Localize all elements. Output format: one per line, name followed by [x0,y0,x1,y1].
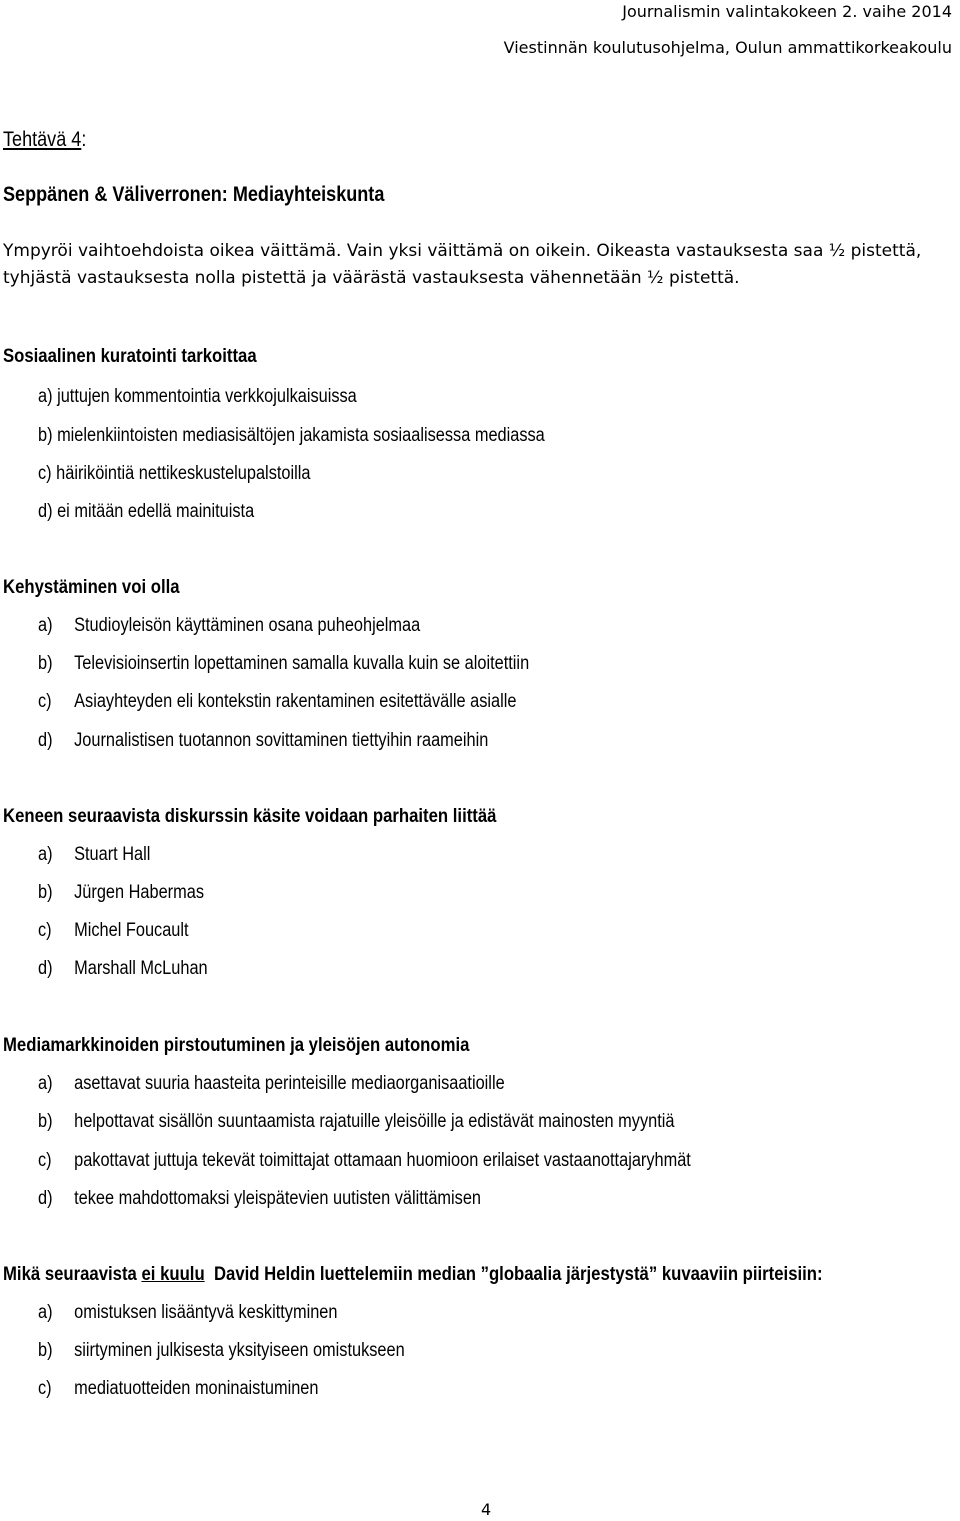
question-2-option-c [38,691,516,713]
option-label: b) [38,1340,53,1361]
question-5-text-before: Mikä seuraavista [3,1264,142,1285]
question-5-text-underlined: ei kuulu [141,1264,205,1285]
option-text: helpottavat sisällön suuntaamista rajatuille yleisöille ja edistävät mainosten myyntiä [74,1111,675,1132]
task-title [3,128,86,152]
task-subject: Seppänen & Väliverronen: Mediayhteiskunta [3,183,385,206]
question-2-option-d [38,730,488,752]
task-title-text: Tehtävä 4 [3,128,82,151]
question-2-option-a [38,615,420,637]
option-text: Marshall McLuhan [74,958,208,979]
option-label: a) [38,615,53,636]
question-1-option-b: b) mielenkiintoisten mediasisältöjen jakamista sosiaalisessa mediassa [38,425,545,446]
question-1-text: Sosiaalinen kuratointi tarkoittaa [3,346,257,367]
option-text: omistuksen lisääntyvä keskittyminen [74,1302,338,1323]
question-4-option-a [38,1073,505,1095]
question-4-option-b [38,1111,674,1133]
option-text: Studioyleisön käyttäminen osana puheohjelmaa [74,615,421,636]
question-5-text-after: David Heldin luettelemiin median ”globaalia järjestystä” kuvaaviin piirteisiin: [204,1264,823,1285]
question-1-option-c: c) häiriköintiä nettikeskustelupalstoilla [38,463,311,484]
option-text: asettavat suuria haasteita perinteisille mediaorganisaatioille [74,1073,505,1094]
task-title-colon: : [81,128,87,151]
option-label: c) [38,1378,52,1399]
option-label: a) [38,844,53,865]
question-3-option-d [38,958,208,980]
option-label: c) [38,691,52,712]
question-3-text: Keneen seuraavista diskurssin käsite voidaan parhaiten liittää [3,806,497,827]
option-text: Televisioinsertin lopettaminen samalla kuvalla kuin se aloitettiin [74,653,530,674]
question-4-text: Mediamarkkinoiden pirstoutuminen ja yleisöjen autonomia [3,1035,470,1056]
header-line-2: Viestinnän koulutusohjelma, Oulun ammattikorkeakoulu [503,38,952,57]
question-2-option-b [38,653,529,675]
option-label: d) [38,1188,53,1209]
option-label: b) [38,653,53,674]
page-number: 4 [481,1500,492,1519]
option-text: Michel Foucault [74,920,189,941]
option-text: mediatuotteiden moninaistuminen [74,1378,319,1399]
option-text: Jürgen Habermas [74,882,205,903]
question-5-option-a [38,1302,337,1324]
option-label: b) [38,882,53,903]
option-label: a) [38,1302,53,1323]
question-5-text [3,1264,823,1286]
question-5-option-c [38,1378,318,1400]
option-label: d) [38,958,53,979]
instruction-line-2: tyhjästä vastauksesta nolla pistettä ja väärästä vastauksesta vähennetään ½ pistettä. [3,268,740,288]
question-3-option-b [38,882,204,904]
question-5-option-b [38,1340,405,1362]
question-2-text: Kehystäminen voi olla [3,577,180,598]
question-4-option-d [38,1188,481,1210]
option-label: d) [38,730,53,751]
option-label: a) [38,1073,53,1094]
option-label: b) [38,1111,53,1132]
option-text: siirtyminen julkisesta yksityiseen omistukseen [74,1340,405,1361]
option-label: c) [38,1150,52,1171]
option-text: Journalistisen tuotannon sovittaminen tiettyihin raameihin [74,730,489,751]
option-label: c) [38,920,52,941]
question-3-option-a [38,844,150,866]
option-text: pakottavat juttuja tekevät toimittajat ottamaan huomioon erilaiset vastaanottajaryhmät [74,1150,691,1171]
question-3-option-c [38,920,189,942]
question-1-option-a: a) juttujen kommentointia verkkojulkaisuissa [38,386,357,407]
header-line-1: Journalismin valintakokeen 2. vaihe 2014 [622,2,952,21]
instruction-line-1: Ympyröi vaihtoehdoista oikea väittämä. Vain yksi väittämä on oikein. Oikeasta vastauksesta saa ½ pistettä, [3,241,922,261]
question-4-option-c [38,1150,691,1172]
option-text: Asiayhteyden eli kontekstin rakentaminen esitettävälle asialle [74,691,517,712]
option-text: Stuart Hall [74,844,151,865]
question-1-option-d: d) ei mitään edellä mainituista [38,501,255,522]
option-text: tekee mahdottomaksi yleispätevien uutisten välittämisen [74,1188,482,1209]
